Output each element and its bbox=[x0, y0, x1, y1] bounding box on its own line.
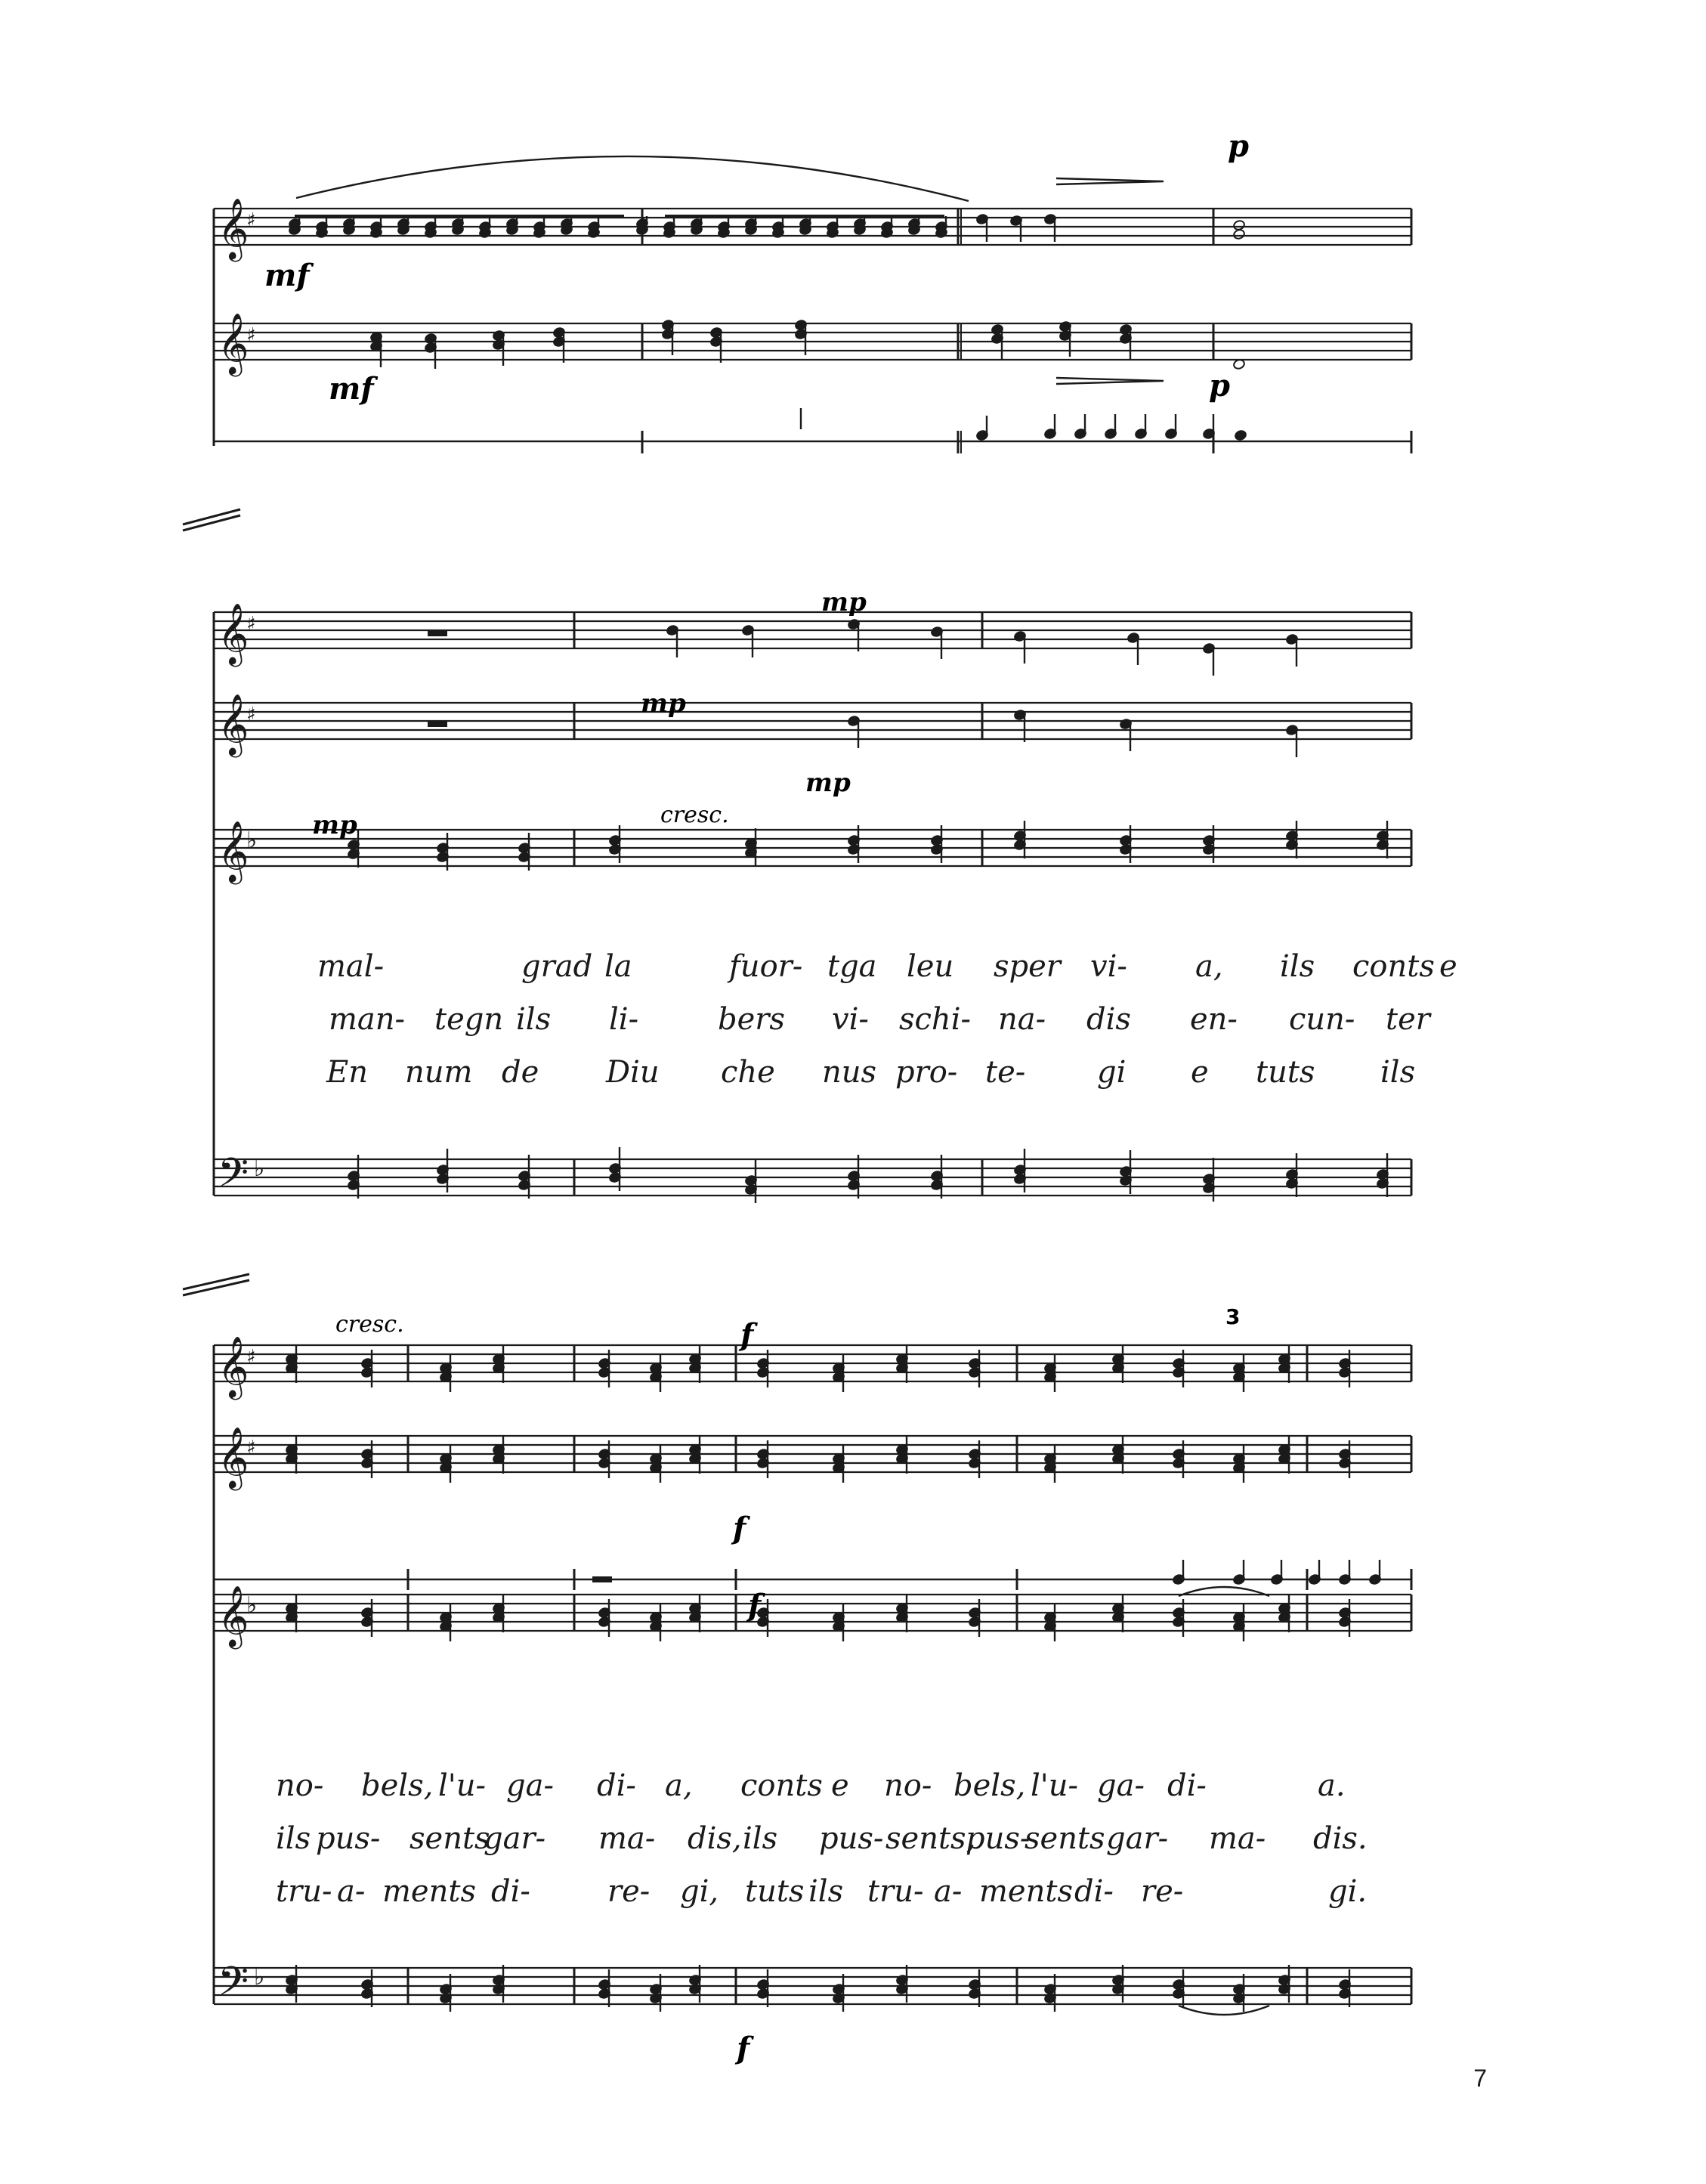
whole-rest bbox=[428, 721, 447, 727]
lyric-syllable: ils bbox=[743, 1821, 778, 1856]
dynamic-f-1: f bbox=[740, 1317, 754, 1353]
lyric-line-1 bbox=[0, 949, 1706, 995]
staff-lines bbox=[214, 209, 1411, 2004]
lyric-syllable: tga bbox=[827, 949, 877, 984]
lyric-syllable: gi, bbox=[680, 1874, 719, 1909]
lyric-syllable: dis. bbox=[1313, 1821, 1368, 1856]
lyric-syllable: di- bbox=[1167, 1768, 1207, 1803]
lyric-syllable: no- bbox=[884, 1768, 932, 1803]
lyric-syllable: grad bbox=[521, 949, 593, 984]
lyric-syllable: sents bbox=[1025, 1821, 1105, 1856]
lyric-syllable: e bbox=[1439, 949, 1457, 984]
lyric-line-4 bbox=[0, 1768, 1706, 1814]
dynamic-mp-3: mp bbox=[805, 768, 851, 798]
treble-clef: 𝄞 bbox=[218, 1426, 249, 1488]
lyric-syllable: gar- bbox=[1106, 1821, 1169, 1856]
lyric-syllable: cun- bbox=[1289, 1002, 1355, 1037]
dynamic-mf-lower: mf bbox=[329, 371, 374, 407]
lyric-syllable: ils bbox=[808, 1874, 844, 1909]
dynamic-mf-upper: mf bbox=[264, 258, 310, 293]
dynamic-mp-4: mp bbox=[312, 810, 357, 840]
treble-clef: 𝄞 bbox=[218, 197, 249, 259]
lyric-syllable: vi- bbox=[832, 1002, 869, 1037]
lyric-line-6 bbox=[0, 1874, 1706, 1920]
lyric-syllable: gi. bbox=[1328, 1874, 1368, 1909]
dynamic-cresc-1: cresc. bbox=[660, 802, 729, 828]
lyric-syllable: pus- bbox=[966, 1821, 1031, 1856]
lyric-syllable: l'u- bbox=[1031, 1768, 1079, 1803]
lyric-syllable: tuts bbox=[745, 1874, 805, 1909]
lyric-syllable: na- bbox=[998, 1002, 1046, 1037]
lyric-syllable: tru- bbox=[276, 1874, 332, 1909]
key-signature-sharp: ♯ bbox=[246, 613, 256, 636]
lyric-syllable: num bbox=[405, 1055, 473, 1090]
lyric-syllable: man- bbox=[329, 1002, 406, 1037]
lyric-syllable: bels, bbox=[361, 1768, 434, 1803]
lyric-syllable: ga- bbox=[1097, 1768, 1145, 1803]
key-signature-flat: ♭ bbox=[246, 1592, 258, 1619]
notehead bbox=[1235, 429, 1247, 441]
lyric-syllable: ils bbox=[516, 1002, 552, 1037]
lyric-syllable: ma- bbox=[1209, 1821, 1266, 1856]
dynamic-f-3: f bbox=[748, 1588, 762, 1623]
lyric-syllable: l'u- bbox=[438, 1768, 487, 1803]
lyric-syllable: ils bbox=[276, 1821, 311, 1856]
lyric-syllable: ments bbox=[979, 1874, 1073, 1909]
bass-clef: 𝄢 bbox=[218, 1959, 249, 2015]
key-signature-flat: ♭ bbox=[246, 828, 258, 854]
dynamic-p-lower: p bbox=[1209, 368, 1230, 404]
lyric-syllable: dis bbox=[1086, 1002, 1131, 1037]
treble-clef: 𝄞 bbox=[218, 693, 249, 755]
lyric-syllable: pus- bbox=[819, 1821, 884, 1856]
lyric-syllable: sents, bbox=[885, 1821, 976, 1856]
hairpin-decresc bbox=[1056, 378, 1164, 384]
lyric-syllable: ils bbox=[1280, 949, 1315, 984]
lyric-syllable: nus bbox=[822, 1055, 877, 1090]
lyric-syllable: ter bbox=[1386, 1002, 1430, 1037]
lyric-syllable: sents bbox=[410, 1821, 490, 1856]
lyric-syllable: schi- bbox=[899, 1002, 971, 1037]
slur bbox=[296, 156, 969, 201]
dynamic-p-upper: p bbox=[1228, 128, 1249, 164]
lyric-syllable: a- bbox=[337, 1874, 366, 1909]
dynamic-mp-2: mp bbox=[641, 688, 686, 719]
tie bbox=[1179, 2006, 1269, 2015]
system-separator-2 bbox=[183, 1274, 249, 1295]
lyric-syllable: bers bbox=[718, 1002, 785, 1037]
lyric-syllable: tegn bbox=[434, 1002, 504, 1037]
lyric-syllable: a, bbox=[1195, 949, 1223, 984]
lyric-syllable: re- bbox=[607, 1874, 651, 1909]
lyric-line-3 bbox=[0, 1055, 1706, 1100]
dynamic-f-2: f bbox=[733, 1511, 746, 1546]
key-signature-sharp: ♯ bbox=[246, 704, 256, 726]
whole-rest bbox=[428, 630, 447, 636]
lyric-syllable: re- bbox=[1141, 1874, 1184, 1909]
notehead bbox=[1233, 219, 1246, 230]
lyric-syllable: a, bbox=[665, 1768, 693, 1803]
clefs bbox=[218, 197, 264, 2015]
treble-clef: 𝄞 bbox=[218, 602, 249, 664]
lyric-syllable: ments bbox=[382, 1874, 476, 1909]
treble-clef: 𝄞 bbox=[218, 1335, 249, 1397]
lyric-syllable: no- bbox=[276, 1768, 324, 1803]
dynamic-cresc-2: cresc. bbox=[335, 1311, 404, 1338]
lyric-syllable: ils bbox=[1380, 1055, 1416, 1090]
lyric-syllable: conts bbox=[1352, 949, 1435, 984]
lyric-syllable: te- bbox=[985, 1055, 1026, 1090]
whole-rest bbox=[592, 1576, 612, 1582]
lyric-syllable: pro- bbox=[895, 1055, 958, 1090]
lyric-syllable: che bbox=[721, 1055, 775, 1090]
lyric-syllable: di- bbox=[597, 1768, 636, 1803]
key-signature-flat: ♭ bbox=[254, 1964, 265, 1991]
hairpin-decresc bbox=[1056, 178, 1164, 184]
triplet-mark: 3 bbox=[1225, 1304, 1241, 1329]
notehead bbox=[1233, 228, 1246, 240]
key-signature-sharp: ♯ bbox=[246, 1437, 256, 1459]
lyric-syllable: tru- bbox=[867, 1874, 924, 1909]
lyric-syllable: di- bbox=[1074, 1874, 1114, 1909]
lyric-syllable: gar- bbox=[484, 1821, 546, 1856]
lyric-syllable: conts bbox=[740, 1768, 823, 1803]
key-signature-sharp: ♯ bbox=[246, 324, 256, 347]
lyric-syllable: dis, bbox=[688, 1821, 742, 1856]
dynamic-mp-1: mp bbox=[821, 587, 867, 617]
lyric-syllable: ma- bbox=[598, 1821, 656, 1856]
lyric-syllable: tuts bbox=[1256, 1055, 1315, 1090]
stems bbox=[296, 216, 1387, 2012]
lyric-syllable: vi- bbox=[1090, 949, 1127, 984]
lyric-syllable: la bbox=[604, 949, 632, 984]
lyric-syllable: li- bbox=[609, 1002, 639, 1037]
lyric-syllable: a. bbox=[1318, 1768, 1346, 1803]
treble-clef: 𝄞 bbox=[218, 312, 249, 374]
key-signature-sharp: ♯ bbox=[246, 209, 256, 232]
lyric-syllable: En bbox=[326, 1055, 368, 1090]
lyric-line-2 bbox=[0, 1002, 1706, 1047]
page-number: 7 bbox=[1473, 2065, 1487, 2092]
barlines bbox=[214, 209, 1411, 2004]
dynamic-f-4: f bbox=[737, 2031, 750, 2066]
lyric-line-5 bbox=[0, 1821, 1706, 1867]
lyric-syllable: a- bbox=[934, 1874, 963, 1909]
lyric-syllable: Diu bbox=[606, 1055, 660, 1090]
lyric-syllable: pus- bbox=[316, 1821, 381, 1856]
lyric-syllable: e bbox=[831, 1768, 849, 1803]
lyric-syllable: bels, bbox=[953, 1768, 1026, 1803]
lyric-syllable: fuor- bbox=[729, 949, 803, 984]
lyric-syllable: sper bbox=[994, 949, 1061, 984]
treble-clef-8vb: 𝄞 bbox=[218, 1585, 249, 1647]
noteheads bbox=[286, 213, 1389, 2003]
bass-clef: 𝄢 bbox=[218, 1150, 249, 1206]
treble-clef-8vb: 𝄞 bbox=[218, 820, 249, 882]
lyric-syllable: de bbox=[502, 1055, 539, 1090]
lyric-syllable: gi bbox=[1097, 1055, 1127, 1090]
system-separator-1 bbox=[183, 509, 240, 531]
lyric-syllable: di- bbox=[491, 1874, 530, 1909]
key-signature-flat: ♭ bbox=[254, 1155, 265, 1182]
lyric-syllable: en- bbox=[1190, 1002, 1238, 1037]
lyric-syllable: ga- bbox=[506, 1768, 554, 1803]
lyric-syllable: leu bbox=[907, 949, 954, 984]
lyric-syllable: e bbox=[1191, 1055, 1209, 1090]
lyric-syllable: mal- bbox=[317, 949, 385, 984]
key-signature-sharp: ♯ bbox=[246, 1346, 256, 1369]
